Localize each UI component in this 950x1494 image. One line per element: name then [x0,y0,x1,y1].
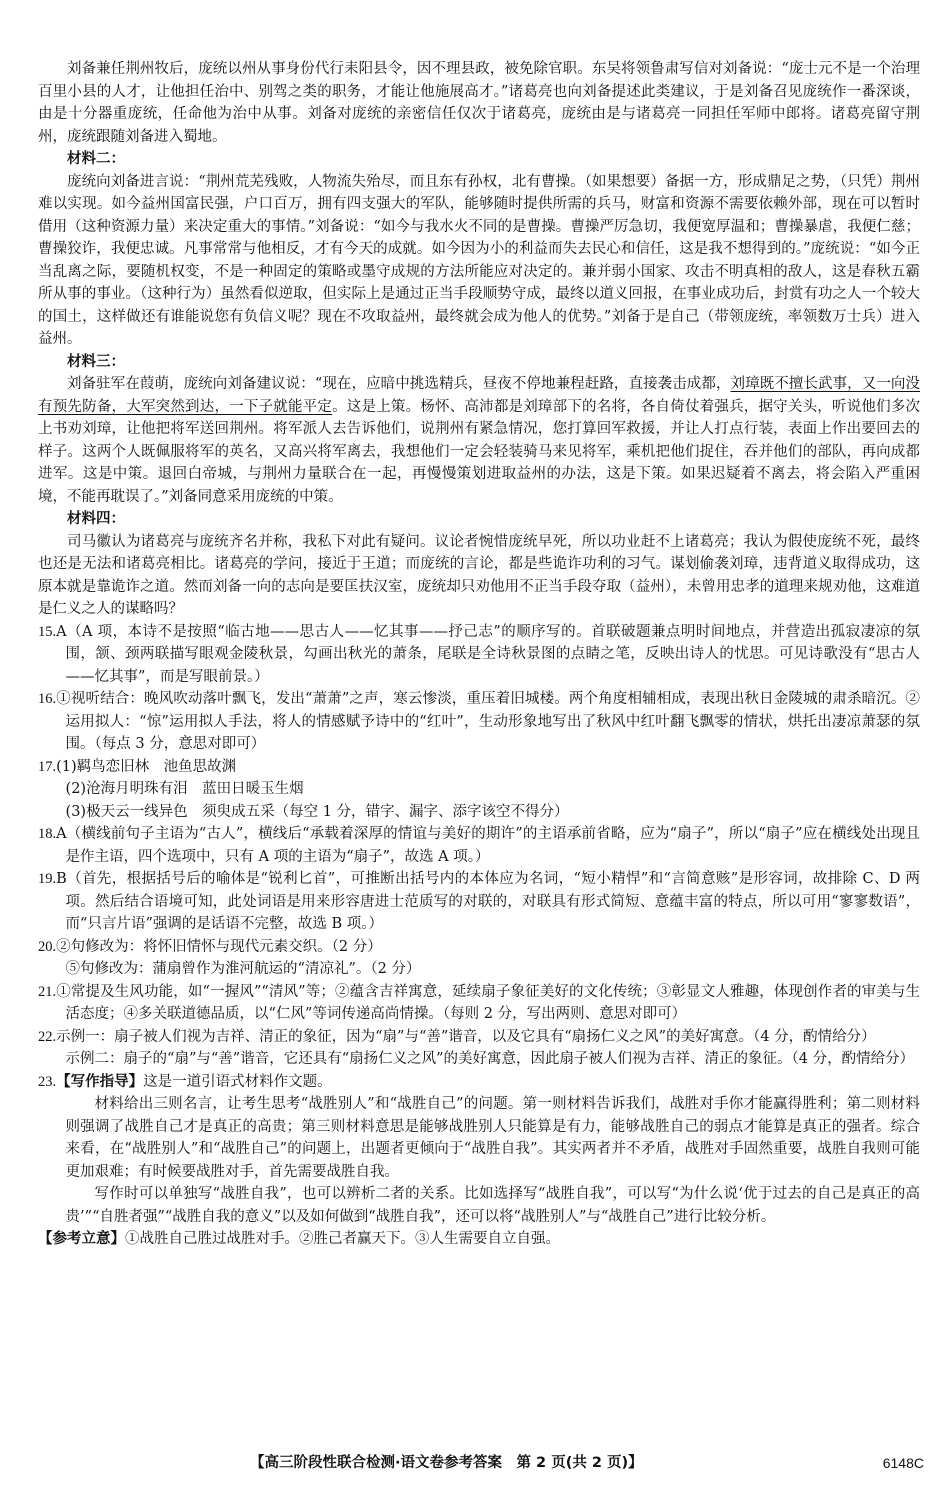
answer-21-number: 21. [38,983,57,1000]
answer-23-number: 23. [38,1073,57,1090]
answer-21-text: ①常提及生风功能，如“一握风”“清风”等；②蕴含吉祥寓意，延续扇子象征美好的文化传统；③彰显文人雅趣，体现创作者的审美与生活态度；④多关联道德品质，以“仁风”等词传递高尚情操。（每则 2 分，写出两则、意思对即可） [56,983,920,1022]
answer-16 [38,688,920,756]
writing-guide-tag: 【写作指导】 [56,1073,144,1090]
writing-guide-paragraph-2: 写作时可以单独写“战胜自我”，也可以辨析二者的关系。比如选择写“战胜自我”，可以写“为什么说‘优于过去的自己是真正的高贵’”“自胜者强”“战胜自我的意义”以及如何做到“战胜自我”，还可以将“战胜别人”与“战胜自己”进行比较分析。 [65,1186,920,1225]
answer-20 [38,936,920,959]
material-3-underlined: 刘璋既不擅长武事，又一向没有预先防备，大军突然到达，一下子就能平定 [38,376,920,415]
answer-20-number: 20. [38,938,57,955]
material-3-text-b: 。这是上策。杨怀、高沛都是刘璋部下的名将，各自倚仗着强兵，据守关头，听说他们多次上书劝刘璋，让他把将军送回荆州。将军派人去告诉他们，说荆州有紧急情况，您打算回军救援，并让人打点行装，表面上作出要回去的样子。这两个人既佩服将军的英名，又高兴将军离去，我想他们一定会轻装骑马来见将军，乘机把他们捉住，吞并他们的部队，再向成都进军。这是中策。退回白帝城，与荆州力量联合在一起，再慢慢策划进取益州的办法，这是下策。如果迟疑着不离去，将会陷入严重困境，不能再耽误了。”刘备同意采用庞统的中策。 [38,398,921,505]
material-2-heading: 材料二： [67,151,125,167]
answer-22 [38,1026,920,1049]
reference-theme [38,1228,920,1251]
answer-18-number: 18. [38,826,57,842]
material-3-text-a: 刘备驻军在葭萌，庞统向刘备建议说：“现在，应暗中挑选精兵，昼夜不停地兼程赶路，直接袭击成都， [67,376,731,392]
intro-paragraph: 刘备兼任荆州牧后，庞统以州从事身份代行耒阳县令，因不理县政，被免除官职。东吴将领鲁肃写信对刘备说：“庞士元不是一个治理百里小县的人才，让他担任治中、别驾之类的职务，才能让他施展高才。”诸葛亮也向刘备提述此类建议，于是刘备召见庞统作一番深谈，由是十分器重庞统，任命他为治中从事。刘备对庞统的亲密信任仅次于诸葛亮，庞统由是与诸葛亮一同担任军师中郎将。诸葛亮留守荆州，庞统跟随刘备进入蜀地。 [38,61,920,145]
reference-theme-text: ①战胜自己胜过战胜对手。②胜己者赢天下。③人生需要自立自强。 [125,1231,560,1247]
writing-guide-paragraph-1: 材料给出三则名言，让考生思考“战胜别人”和“战胜自己”的问题。第一则材料告诉我们，战胜对手你才能赢得胜利；第二则材料则强调了战胜自己才是真正的高贵；第三则材料意思是能够战胜别人只能算是有力，能够战胜自己的弱点才能算是真正的强者。综合来看，在“战胜别人”和“战胜自己”的问题上，出题者更倾向于“战胜自我”。其实两者并不矛盾，战胜对手固然重要，战胜自我则可能更加艰难；有时候要战胜对手，首先需要战胜自我。 [65,1096,920,1180]
answer-15-text: A（A 项，本诗不是按照“临古地——思古人——忆其事——抒己志”的顺序写的。首联破题兼点明时间地点，并营造出孤寂凄凉的氛围，颔、颈两联描写眼观金陵秋景，勾画出秋光的萧条，尾联是全诗秋景图的点睛之笔，反映出诗人的忧思。可见诗歌没有“思古人——忆其事”，而是写眼前景。） [56,623,920,685]
material-4-text: 司马徽认为诸葛亮与庞统齐名并称，我私下对此有疑问。议论者惋惜庞统早死，所以功业赶不上诸葛亮；我认为假使庞统不死，最终也还是无法和诸葛亮相比。诸葛亮的学问，接近于王道；而庞统的言论，都是些诡诈功利的习气。谋划偷袭刘璋，违背道义取得成功，这原本就是靠诡诈之道。然而刘备一向的志向是要匡扶汉室，庞统却只劝他用不正当手段夺取（益州），未曾用忠孝的道理来规劝他，这难道是仁义之人的谋略吗？ [38,533,920,617]
material-3-text [38,373,920,508]
answer-18-text: A（横线前句子主语为“古人”，横线后“承载着深厚的情谊与美好的期许”的主语承前省略，应为“扇子”，所以“扇子”应在横线处出现且是作主语，四个选项中，只有 A 项的主语为“扇子”，故选 A 项。） [56,826,920,865]
answer-17-item-2: (2)沧海月明珠有泪 蓝田日暖玉生烟 [65,781,304,797]
answer-22-number: 22. [38,1028,57,1045]
material-2-text: 庞统向刘备进言说：“荆州荒芜残败，人物流失殆尽，而且东有孙权，北有曹操。（如果想要）备据一方，形成鼎足之势，（只凭）荆州难以实现。如今益州国富民强，户口百万，拥有四支强大的军队，能够随时提供所需的兵马，财富和资源不需要依赖外部，现在可以暂时借用（这种资源力量）来决定重大的事情。”刘备说：“如今与我水火不同的是曹操。曹操严厉急切，我便宽厚温和；曹操暴虐，我便仁慈；曹操狡诈，我便忠诚。凡事常常与他相反，才有今天的成就。如今因为小的利益而失去民心和信任，这是我不想得到的。”庞统说：“如今正当乱离之际，要随机权变，不是一种固定的策略或墨守成规的方法所能应对决定的。兼并弱小国家、攻击不明真相的敌人，这是春秋五霸所从事的事业。（这种行为）虽然看似逆取，但实际上是通过正当手段顺势守成，最终以道义回报，在事业成功后，封赏有功之人一个较大的国土，这样做还有谁能说您有负信义呢？现在不攻取益州，最终就会成为他人的优势。”刘备于是自己（带领庞统，率领数万士兵）进入益州。 [38,173,920,347]
footer-code: 6148C [882,1455,924,1471]
answer-17-number: 17. [38,758,57,775]
answer-20-item-2: ⑤句修改为：蒲扇曾作为淮河航运的“清凉礼”。（2 分） [65,961,421,977]
answer-22-example-1: 示例一：扇子被人们视为吉祥、清正的象征，因为“扇”与“善”谐音，以及它具有“扇扬仁义之风”的美好寓意。（4 分，酌情给分） [56,1028,876,1045]
answer-15 [38,621,920,689]
answer-17 [38,756,920,779]
answer-16-text: ①视听结合：晚风吹动落叶飘飞，发出“萧萧”之声，寒云惨淡，重压着旧城楼。两个角度相辅相成，表现出秋日金陵城的肃杀暗沉。②运用拟人：“惊”运用拟人手法，将人的情感赋予诗中的“红叶”，生动形象地写出了秋风中红叶翻飞飘零的情状，烘托出凄凉萧瑟的氛围。（每点 3 分，意思对即可） [56,691,920,752]
reference-theme-tag: 【参考立意】 [38,1231,125,1247]
answer-19-text: B（首先，根据括号后的喻体是“锐利匕首”，可推断出括号内的本体应为名词，“短小精悍”和“言简意赅”是形容词，故排除 C、D 两项。然后结合语境可知，此处词语是用来形容唐进士范质写的对联的，对联具有形式简短、意蕴丰富的特点，所以可用“寥寥数语”，而“只言片语”强调的是话语不完整，故选 B 项。） [56,871,920,932]
page-footer [0,1452,950,1476]
answer-17-item-1: (1)羁鸟恋旧林 池鱼思故渊 [56,758,237,775]
answer-18 [38,823,920,868]
material-3-heading: 材料三： [67,353,125,370]
answer-19 [38,868,920,936]
answer-22-example-2: 示例二：扇子的“扇”与“善”谐音，它还具有“扇扬仁义之风”的美好寓意，因此扇子被人们视为吉祥、清正的象征。（4 分，酌情给分） [65,1051,915,1067]
answer-20-item-1: ②句修改为：将怀旧情怀与现代元素交织。（2 分） [56,938,382,955]
material-4-heading: 材料四： [67,511,125,527]
footer-title: 【高三阶段性联合检测·语文卷参考答案 第 2 页(共 2 页)】 [250,1455,643,1471]
answer-17-item-3: (3)极天云一线异色 须臾成五采（每空 1 分，错字、漏字、添字该空不得分） [65,803,569,820]
answer-16-number: 16. [38,691,57,707]
writing-guide-head: 这是一道引语式材料作文题。 [143,1073,332,1090]
answer-15-number: 15. [38,623,57,640]
answer-21 [38,981,920,1026]
answer-19-number: 19. [38,871,57,887]
answer-23 [38,1071,920,1094]
